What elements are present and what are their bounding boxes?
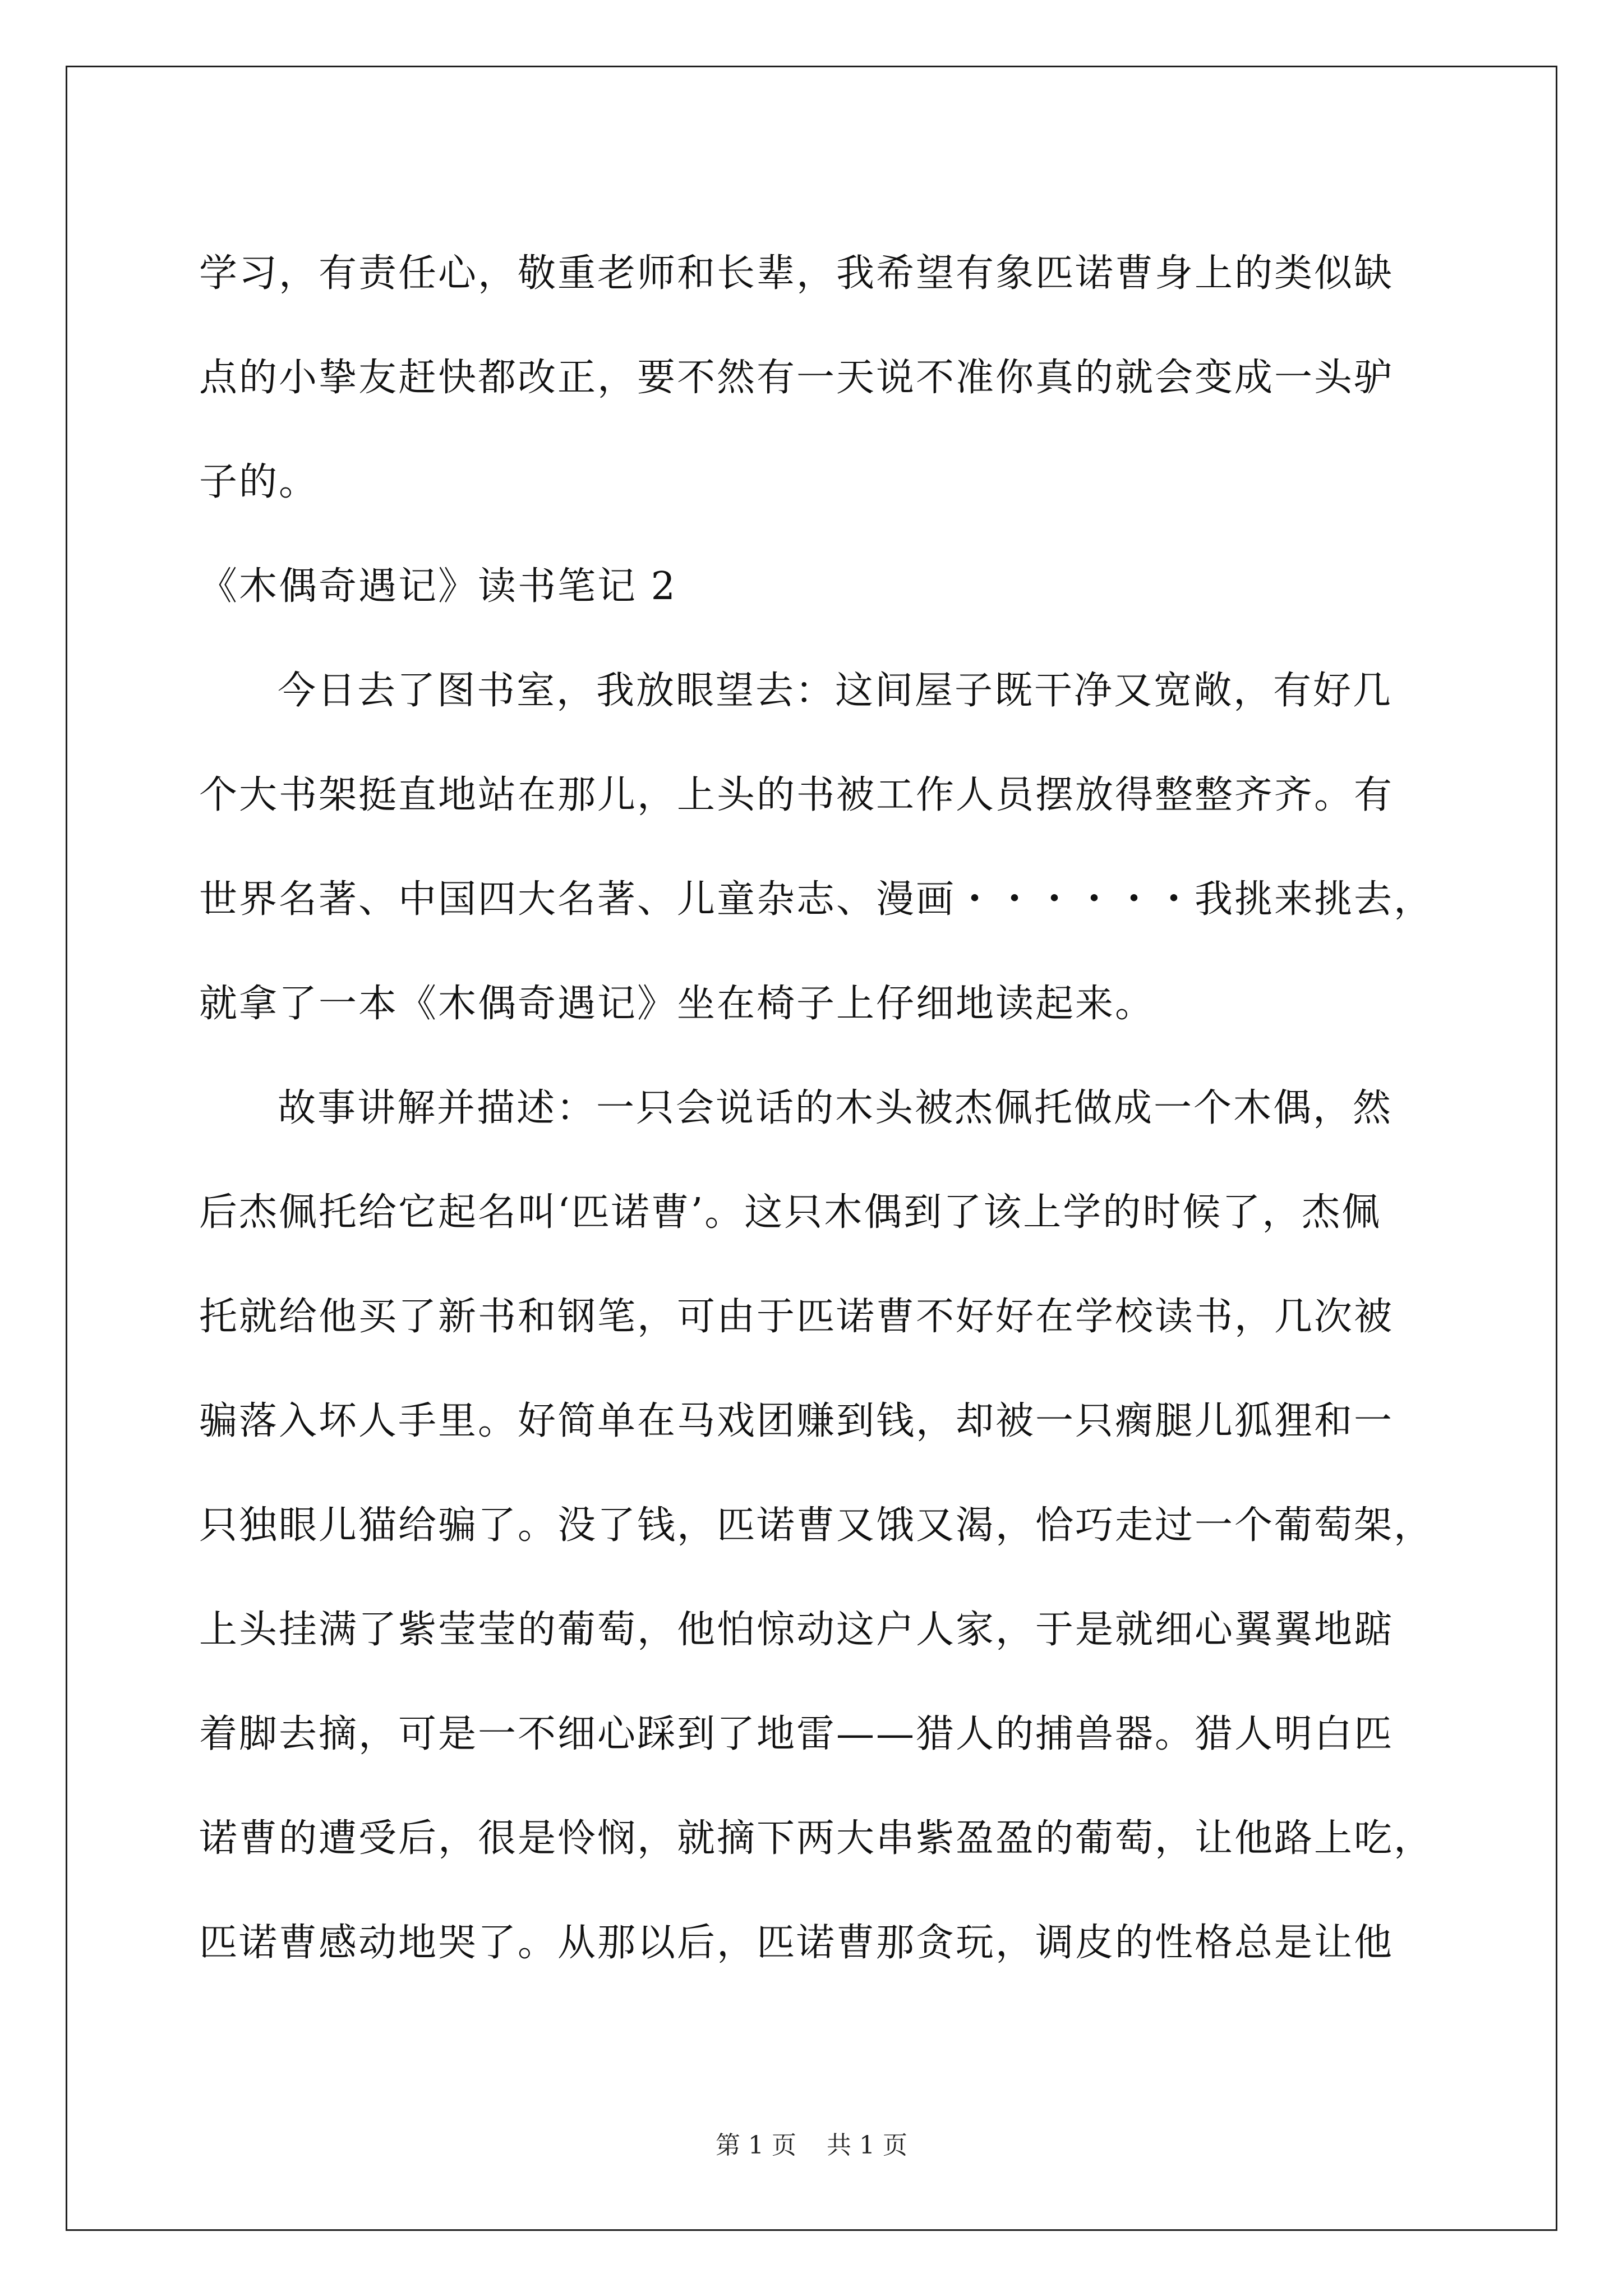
- text-line: 个大书架挺直地站在那儿，上头的书被工作人员摆放得整整齐齐。有: [199, 773, 1394, 817]
- text-line: 点的小挚友赶快都改正，要不然有一天说不准你真的就会变成一头驴: [199, 356, 1394, 400]
- text-line: 就拿了一本《木偶奇遇记》坐在椅子上仔细地读起来。: [199, 982, 1155, 1026]
- text-line: 故事讲解并描述：一只会说话的木头被杰佩托做成一个木偶，然: [278, 1086, 1393, 1130]
- text-line: 着脚去摘，可是一不细心踩到了地雷——猎人的捕兽器。猎人明白匹: [199, 1712, 1394, 1756]
- text-line: 骗落入坏人手里。好简单在马戏团赚到钱，却被一只瘸腿儿狐狸和一: [199, 1399, 1394, 1443]
- text-line: 世界名著、中国四大名著、儿童杂志、漫画・・・・・・我挑来挑去，: [199, 877, 1434, 922]
- paragraph-story-summary: [199, 1056, 1444, 1995]
- page-footer: [0, 2125, 1623, 2161]
- text-line: 后杰佩托给它起名叫‘匹诺曹’。这只木偶到了该上学的时候了，杰佩: [199, 1190, 1382, 1235]
- text-line: 托就给他买了新书和钢笔，可由于匹诺曹不好好在学校读书，几次被: [199, 1295, 1394, 1339]
- text-line: 今日去了图书室，我放眼望去：这间屋子既干净又宽敞，有好几: [278, 669, 1393, 713]
- section-title-text: 《木偶奇遇记》读书笔记 2: [199, 564, 677, 609]
- text-line: 匹诺曹感动地哭了。从那以后，匹诺曹那贪玩，调皮的性格总是让他: [199, 1921, 1394, 1965]
- text-line: 子的。: [199, 460, 319, 504]
- paragraph-library-visit: [199, 639, 1444, 1056]
- text-line: 上头挂满了紫莹莹的葡萄，他怕惊动这户人家，于是就细心翼翼地踮: [199, 1608, 1394, 1652]
- page-number: 第 1 页: [716, 2131, 796, 2160]
- section-title: [199, 535, 1444, 639]
- text-line: 诺曹的遭受后，很是怜悯，就摘下两大串紫盈盈的葡萄，让他路上吃，: [199, 1816, 1434, 1861]
- continuation-paragraph: [199, 222, 1444, 535]
- text-line: 学习，有责任心，敬重老师和长辈，我希望有象匹诺曹身上的类似缺: [199, 251, 1394, 296]
- text-line: 只独眼儿猫给骗了。没了钱，匹诺曹又饿又渴，恰巧走过一个葡萄架，: [199, 1503, 1434, 1548]
- document-body: [199, 222, 1444, 1995]
- page-total: 共 1 页: [827, 2131, 907, 2160]
